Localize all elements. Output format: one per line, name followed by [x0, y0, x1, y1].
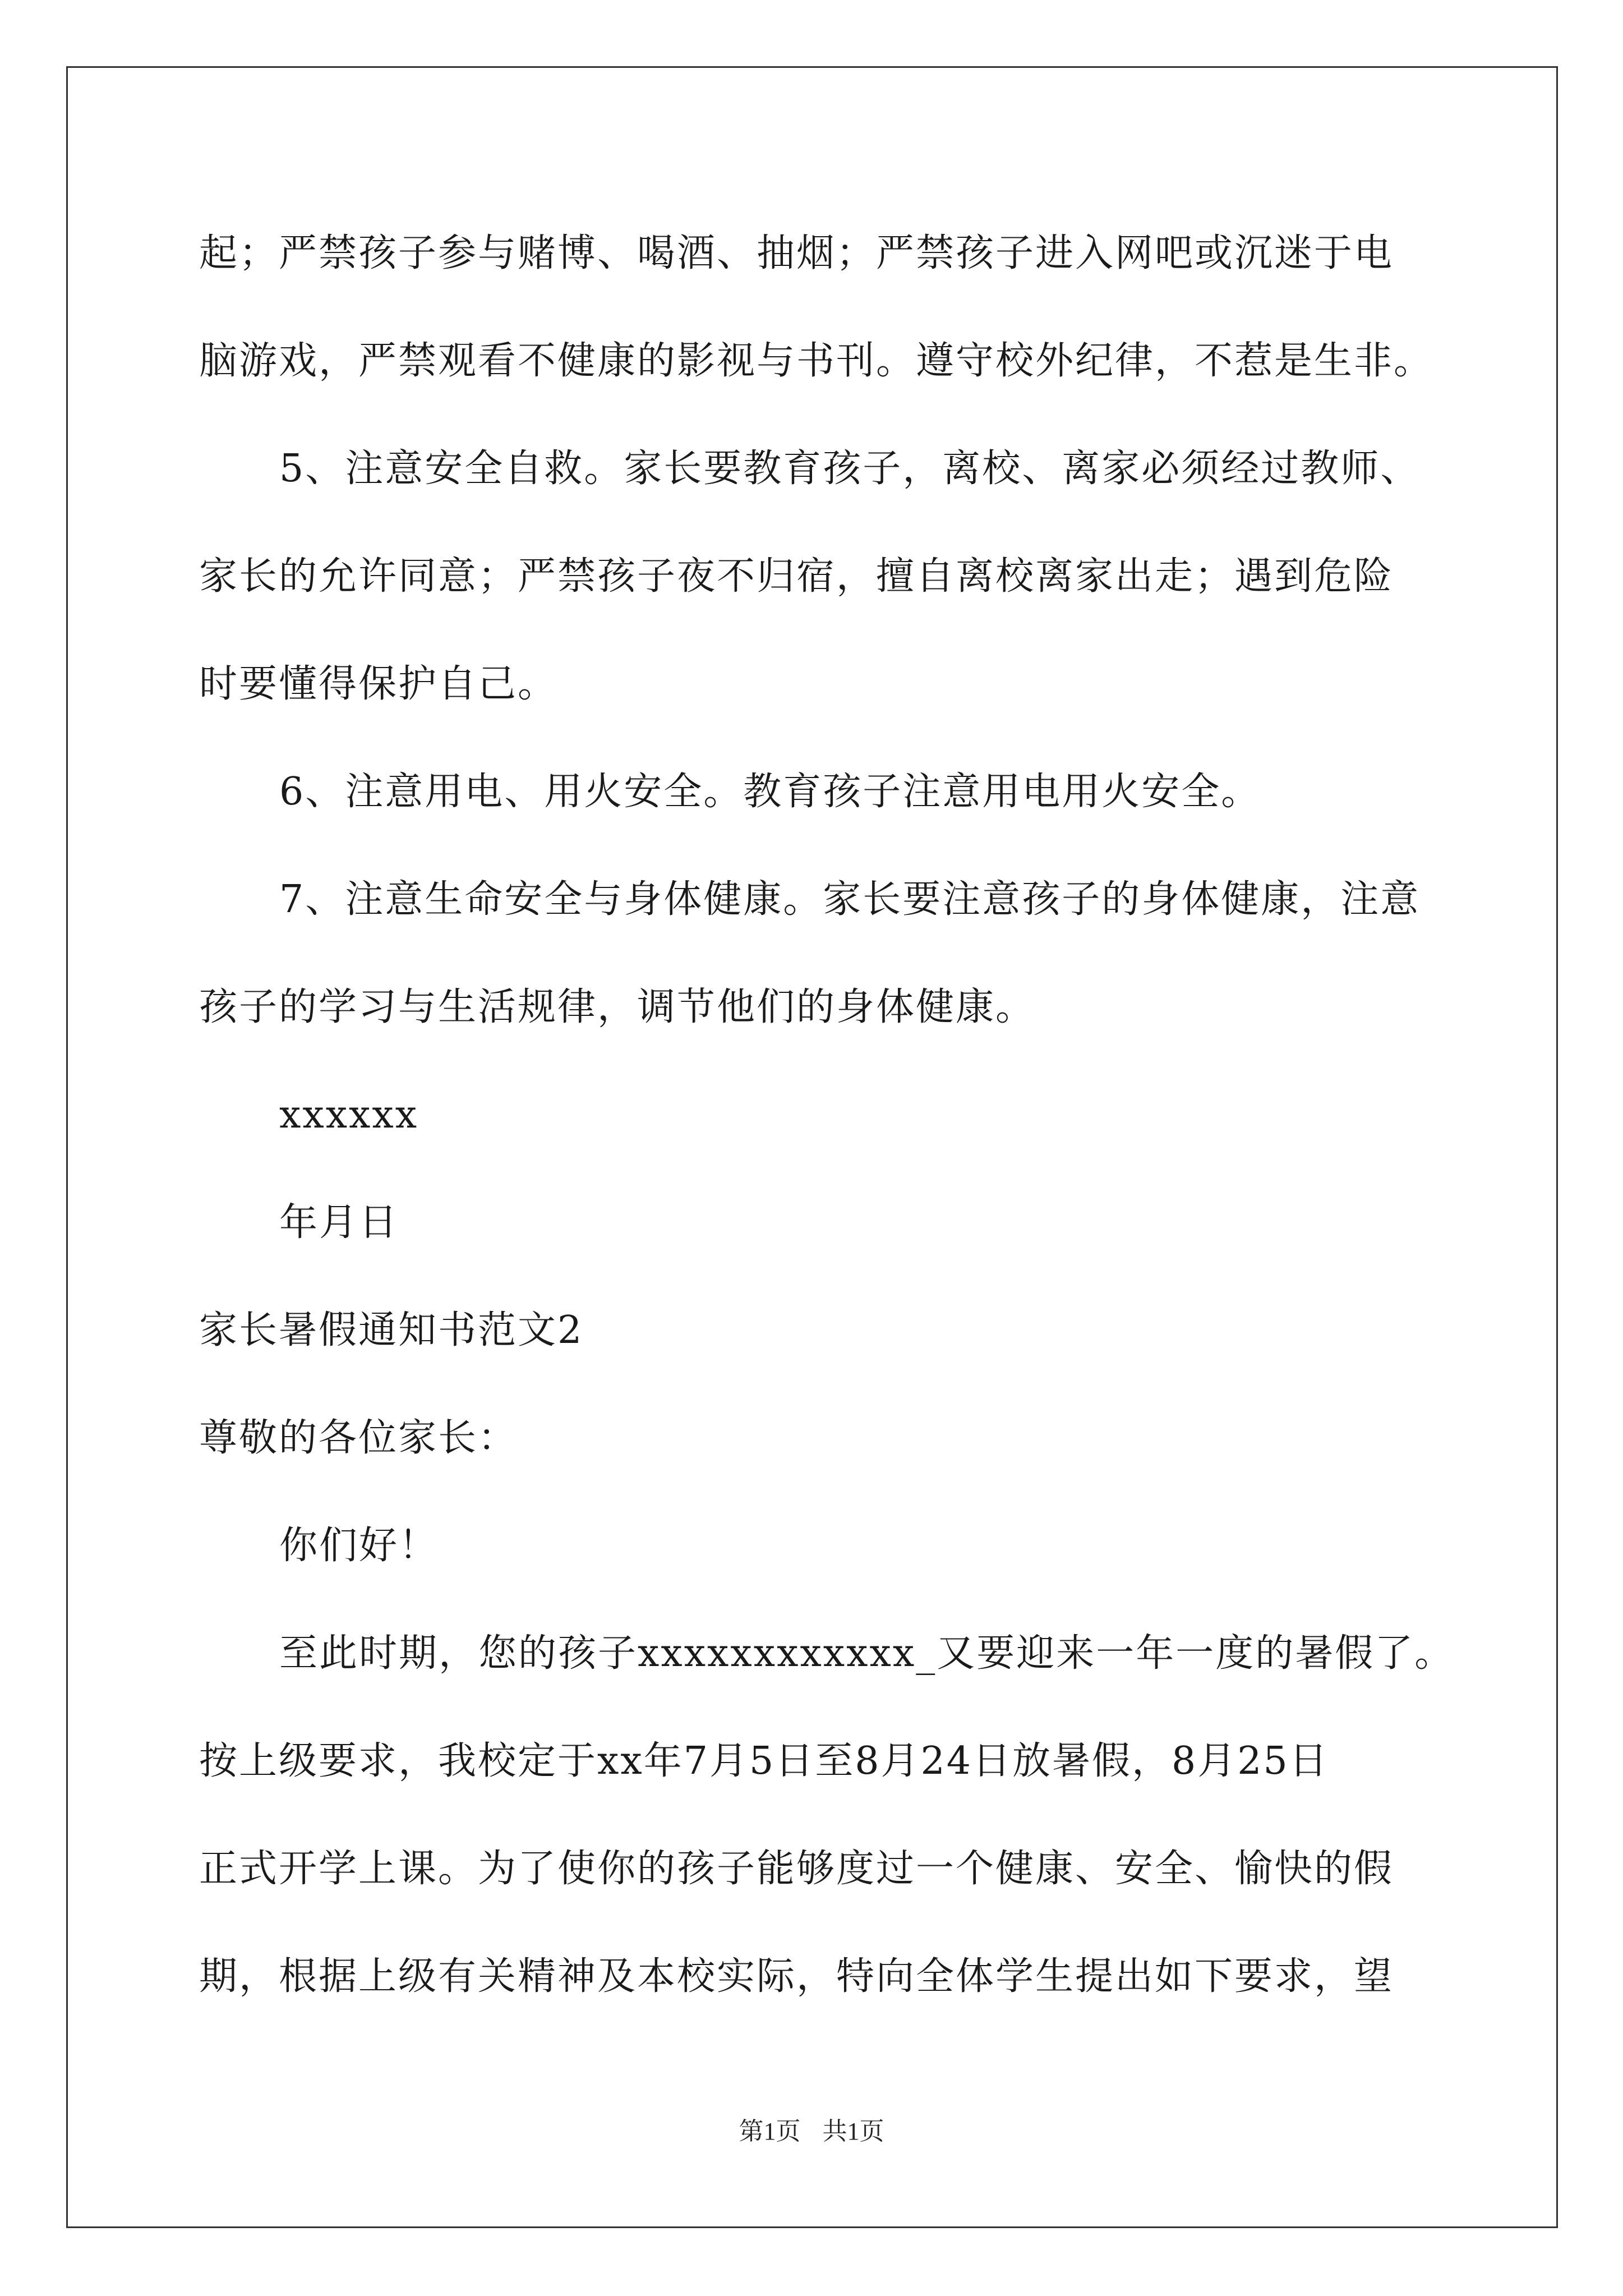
body-text-line: 5、注意安全自救。家长要教育孩子，离校、离家必须经过教师、: [279, 447, 1421, 491]
salutation: 尊敬的各位家长：: [199, 1416, 518, 1460]
body-text-line: 起；严禁孩子参与赌博、喝酒、抽烟；严禁孩子进入网吧或沉迷于电: [199, 231, 1394, 275]
body-text-line: 孩子的学习与生活规律，调节他们的身体健康。: [199, 985, 1036, 1029]
body-text-line: 期，根据上级有关精神及本校实际，特向全体学生提出如下要求，望: [199, 1954, 1394, 1999]
body-text-line: 家长的允许同意；严禁孩子夜不归宿，擅自离校离家出走；遇到危险: [199, 554, 1394, 599]
page-number: 第1页: [739, 2118, 801, 2145]
greeting: 你们好！: [279, 1524, 439, 1568]
page-footer: [0, 2116, 1623, 2147]
page-border: [66, 66, 1558, 2228]
date-line: 年月日: [279, 1200, 399, 1245]
body-text-line: 正式开学上课。为了使你的孩子能够度过一个健康、安全、愉快的假: [199, 1847, 1394, 1891]
body-text-line: 至此时期，您的孩子xxxxxxxxxxxx_又要迎来一年一度的暑假了。: [279, 1631, 1455, 1676]
page-count: 共1页: [822, 2118, 884, 2145]
body-text-line: 6、注意用电、用火安全。教育孩子注意用电用火安全。: [279, 770, 1261, 814]
body-text-line: 时要懂得保护自己。: [199, 662, 558, 706]
body-text-line: 按上级要求，我校定于xx年7月5日至8月24日放暑假，8月25日: [199, 1739, 1329, 1783]
signature-line: xxxxxx: [279, 1093, 419, 1137]
body-text-line: 7、注意生命安全与身体健康。家长要注意孩子的身体健康，注意: [279, 877, 1421, 922]
body-text-line: 脑游戏，严禁观看不健康的影视与书刊。遵守校外纪律，不惹是生非。: [199, 339, 1434, 383]
section-title: 家长暑假通知书范文2: [199, 1308, 584, 1352]
